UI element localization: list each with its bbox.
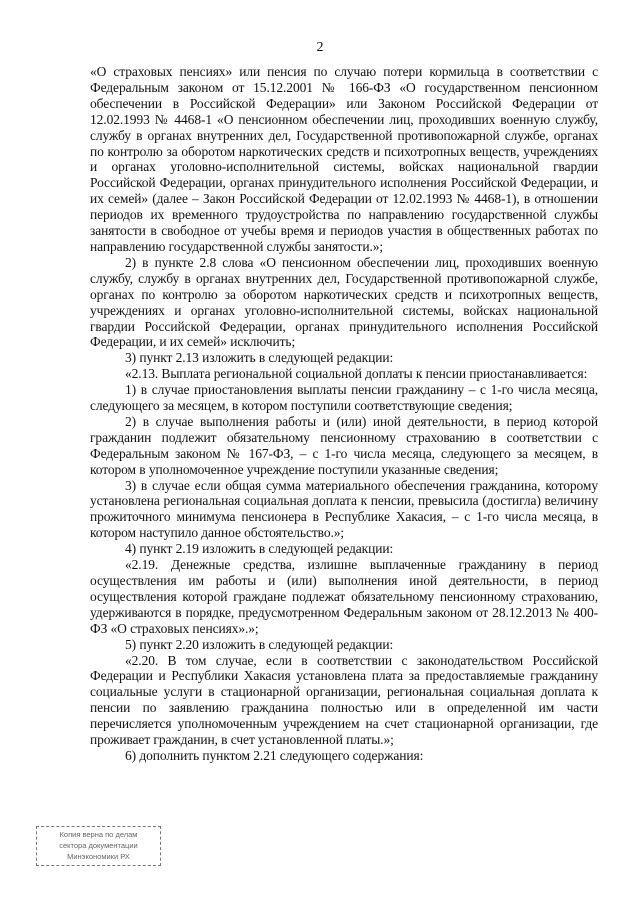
stamp-line: Копия верна по делам: [59, 830, 138, 839]
paragraph: «2.19. Денежные средства, излишне выплаченные гражданину в период осуществления им работы и (или) выполнения иной деятельности, в период осуществления которой граждане подлежат обязательному пенсионному страхованию, удерживаются в порядке, предусмотренном Федеральным законом от 28.12.2013 № 400-ФЗ «О страховых пенсиях».»;: [90, 557, 598, 636]
stamp-line: Минэкономики РХ: [67, 852, 130, 861]
paragraph: «О страховых пенсиях» или пенсия по случаю потери кормильца в соответствии с Федеральным законом от 15.12.2001 № 166-ФЗ «О государственном пенсионном обеспечении в Российской Федерации» или Законом Российской Федерации от 12.02.1993 № 4468-1 «О пенсионном обеспечении лиц, проходивших военную службу, службу в органах внутренних дел, Государственной противопожарной службе, органах по контролю за оборотом наркотических средств и психотропных веществ, учреждениях и органах уголовно-исполнительной системы, войсках национальной гвардии Российской Федерации, органах принудительного исполнения Российской Федерации, и их семей» (далее – Закон Российской Федерации от 12.02.1993 № 4468-1), в отношении периодов их временного трудоустройства по направлению государственной службы занятости в свободное от учебы время и периодов участия в общественных работах по направлению государственной службы занятости.»;: [90, 64, 598, 254]
paragraph: «2.20. В том случае, если в соответствии с законодательством Российской Федерации и Республики Хакасия установлена плата за предоставляемые гражданину социальные услуги в стационарной организации, региональная социальная доплата к пенсии по заявлению гражданина полностью или в определенной им части перечисляется уполномоченным учреждением на счет стационарной организации, где проживает гражданин, в счет установленной платы.»;: [90, 652, 598, 748]
paragraph: 3) пункт 2.13 изложить в следующей редакции:: [125, 350, 394, 366]
paragraph: «2.13. Выплата региональной социальной доплаты к пенсии приостанавливается:: [125, 366, 588, 382]
paragraph: 4) пункт 2.19 изложить в следующей редакции:: [125, 541, 394, 557]
copy-stamp: [36, 826, 161, 866]
stamp-line: сектора документации: [59, 841, 138, 850]
paragraph: 2) в пункте 2.8 слова «О пенсионном обеспечении лиц, проходивших военную службу, службу в органах внутренних дел, Государственной противопожарной службе, органах по контролю за оборотом наркотических средств и психотропных веществ, учреждениях и органах уголовно-исполнительной системы, войсках национальной гвардии Российской Федерации, органах принудительного исполнения Российской Федерации, и их семей» исключить;: [90, 254, 598, 350]
paragraph: 1) в случае приостановления выплаты пенсии гражданину – с 1-го числа месяца, следующего за месяцем, в котором поступили соответствующие сведения;: [90, 382, 598, 414]
paragraph: 6) дополнить пунктом 2.21 следующего содержания:: [125, 747, 424, 763]
paragraph: 3) в случае если общая сумма материального обеспечения гражданина, которому установлена региональная социальная доплата к пенсии, превысила (достигла) величину прожиточного минимума пенсионера в Республике Хакасия, – с 1-го числа месяца, в котором наступило данное обстоятельство.»;: [90, 477, 598, 541]
paragraph: 2) в случае выполнения работы и (или) иной деятельности, в период которой гражданин подлежит обязательному пенсионному страхованию в соответствии с Федеральным законом № 167-ФЗ, – с 1-го числа месяца, следующего за месяцем, в котором в уполномоченное учреждение поступили указанные сведения;: [90, 413, 598, 477]
document-body: [90, 64, 598, 764]
paragraph: 5) пункт 2.20 изложить в следующей редакции:: [125, 636, 394, 652]
page-number: 2: [316, 40, 324, 55]
